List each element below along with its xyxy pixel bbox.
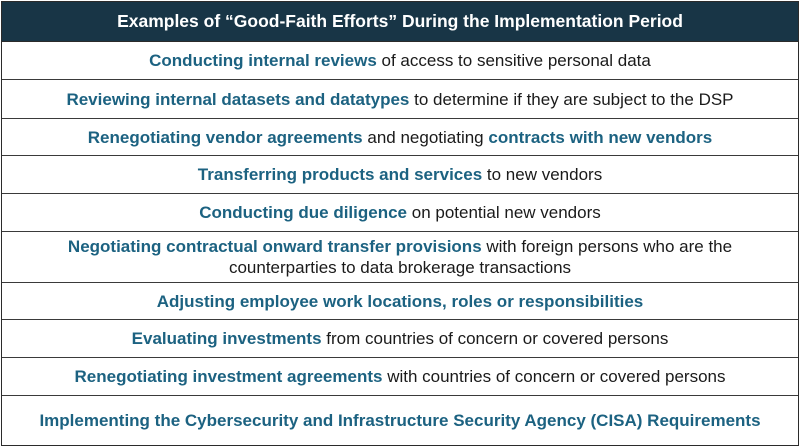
row-detail: with countries of concern or covered persons: [382, 367, 726, 386]
row-detail: of access to sensitive personal data: [376, 51, 651, 70]
row-text: [198, 164, 602, 185]
row-text: [199, 202, 601, 223]
row-highlight: Renegotiating investment agreements: [74, 367, 383, 386]
row-text: [75, 366, 726, 387]
row-text: [149, 50, 651, 71]
row-highlight-2: contracts with new vendors: [488, 127, 713, 147]
table-row: [2, 358, 798, 396]
row-highlight: Conducting due diligence: [199, 203, 408, 222]
good-faith-efforts-table: [1, 1, 799, 446]
table-header: Examples of “Good-Faith Efforts” During the Implementation Period: [2, 2, 798, 42]
row-highlight: Implementing the Cybersecurity and Infrastructure Security Agency (CISA) Requirements: [39, 411, 761, 430]
row-text: [157, 291, 644, 312]
row-highlight: Negotiating contractual onward transfer provisions: [67, 237, 482, 256]
row-highlight: Renegotiating vendor agreements: [87, 127, 363, 147]
table-row: [2, 194, 798, 232]
table-row: [2, 80, 798, 119]
table-row: [2, 42, 798, 80]
table-row: [2, 320, 798, 358]
row-text: [39, 410, 760, 431]
table-row: [2, 396, 798, 445]
row-highlight: Reviewing internal datasets and datatypes: [66, 89, 410, 109]
row-detail: to determine if they are subject to the DSP: [409, 89, 734, 109]
row-detail: to new vendors: [482, 165, 603, 184]
table-row: [2, 232, 798, 283]
table-row: [2, 119, 798, 156]
row-text: [12, 236, 788, 278]
row-detail: from countries of concern or covered persons: [321, 329, 669, 348]
row-detail: with foreign persons who are the counterparties to data brokerage transactions: [228, 237, 733, 277]
row-text: [66, 89, 733, 110]
row-detail: and negotiating: [362, 127, 489, 147]
row-highlight: Conducting internal reviews: [149, 51, 377, 70]
row-highlight: Transferring products and services: [197, 165, 483, 184]
row-text: [132, 328, 669, 349]
row-detail: on potential new vendors: [407, 203, 601, 222]
table-row: [2, 156, 798, 194]
table-row: [2, 283, 798, 320]
row-highlight: Adjusting employee work locations, roles or responsibilities: [156, 291, 644, 311]
row-text: [88, 127, 713, 148]
row-highlight: Evaluating investments: [131, 329, 322, 348]
